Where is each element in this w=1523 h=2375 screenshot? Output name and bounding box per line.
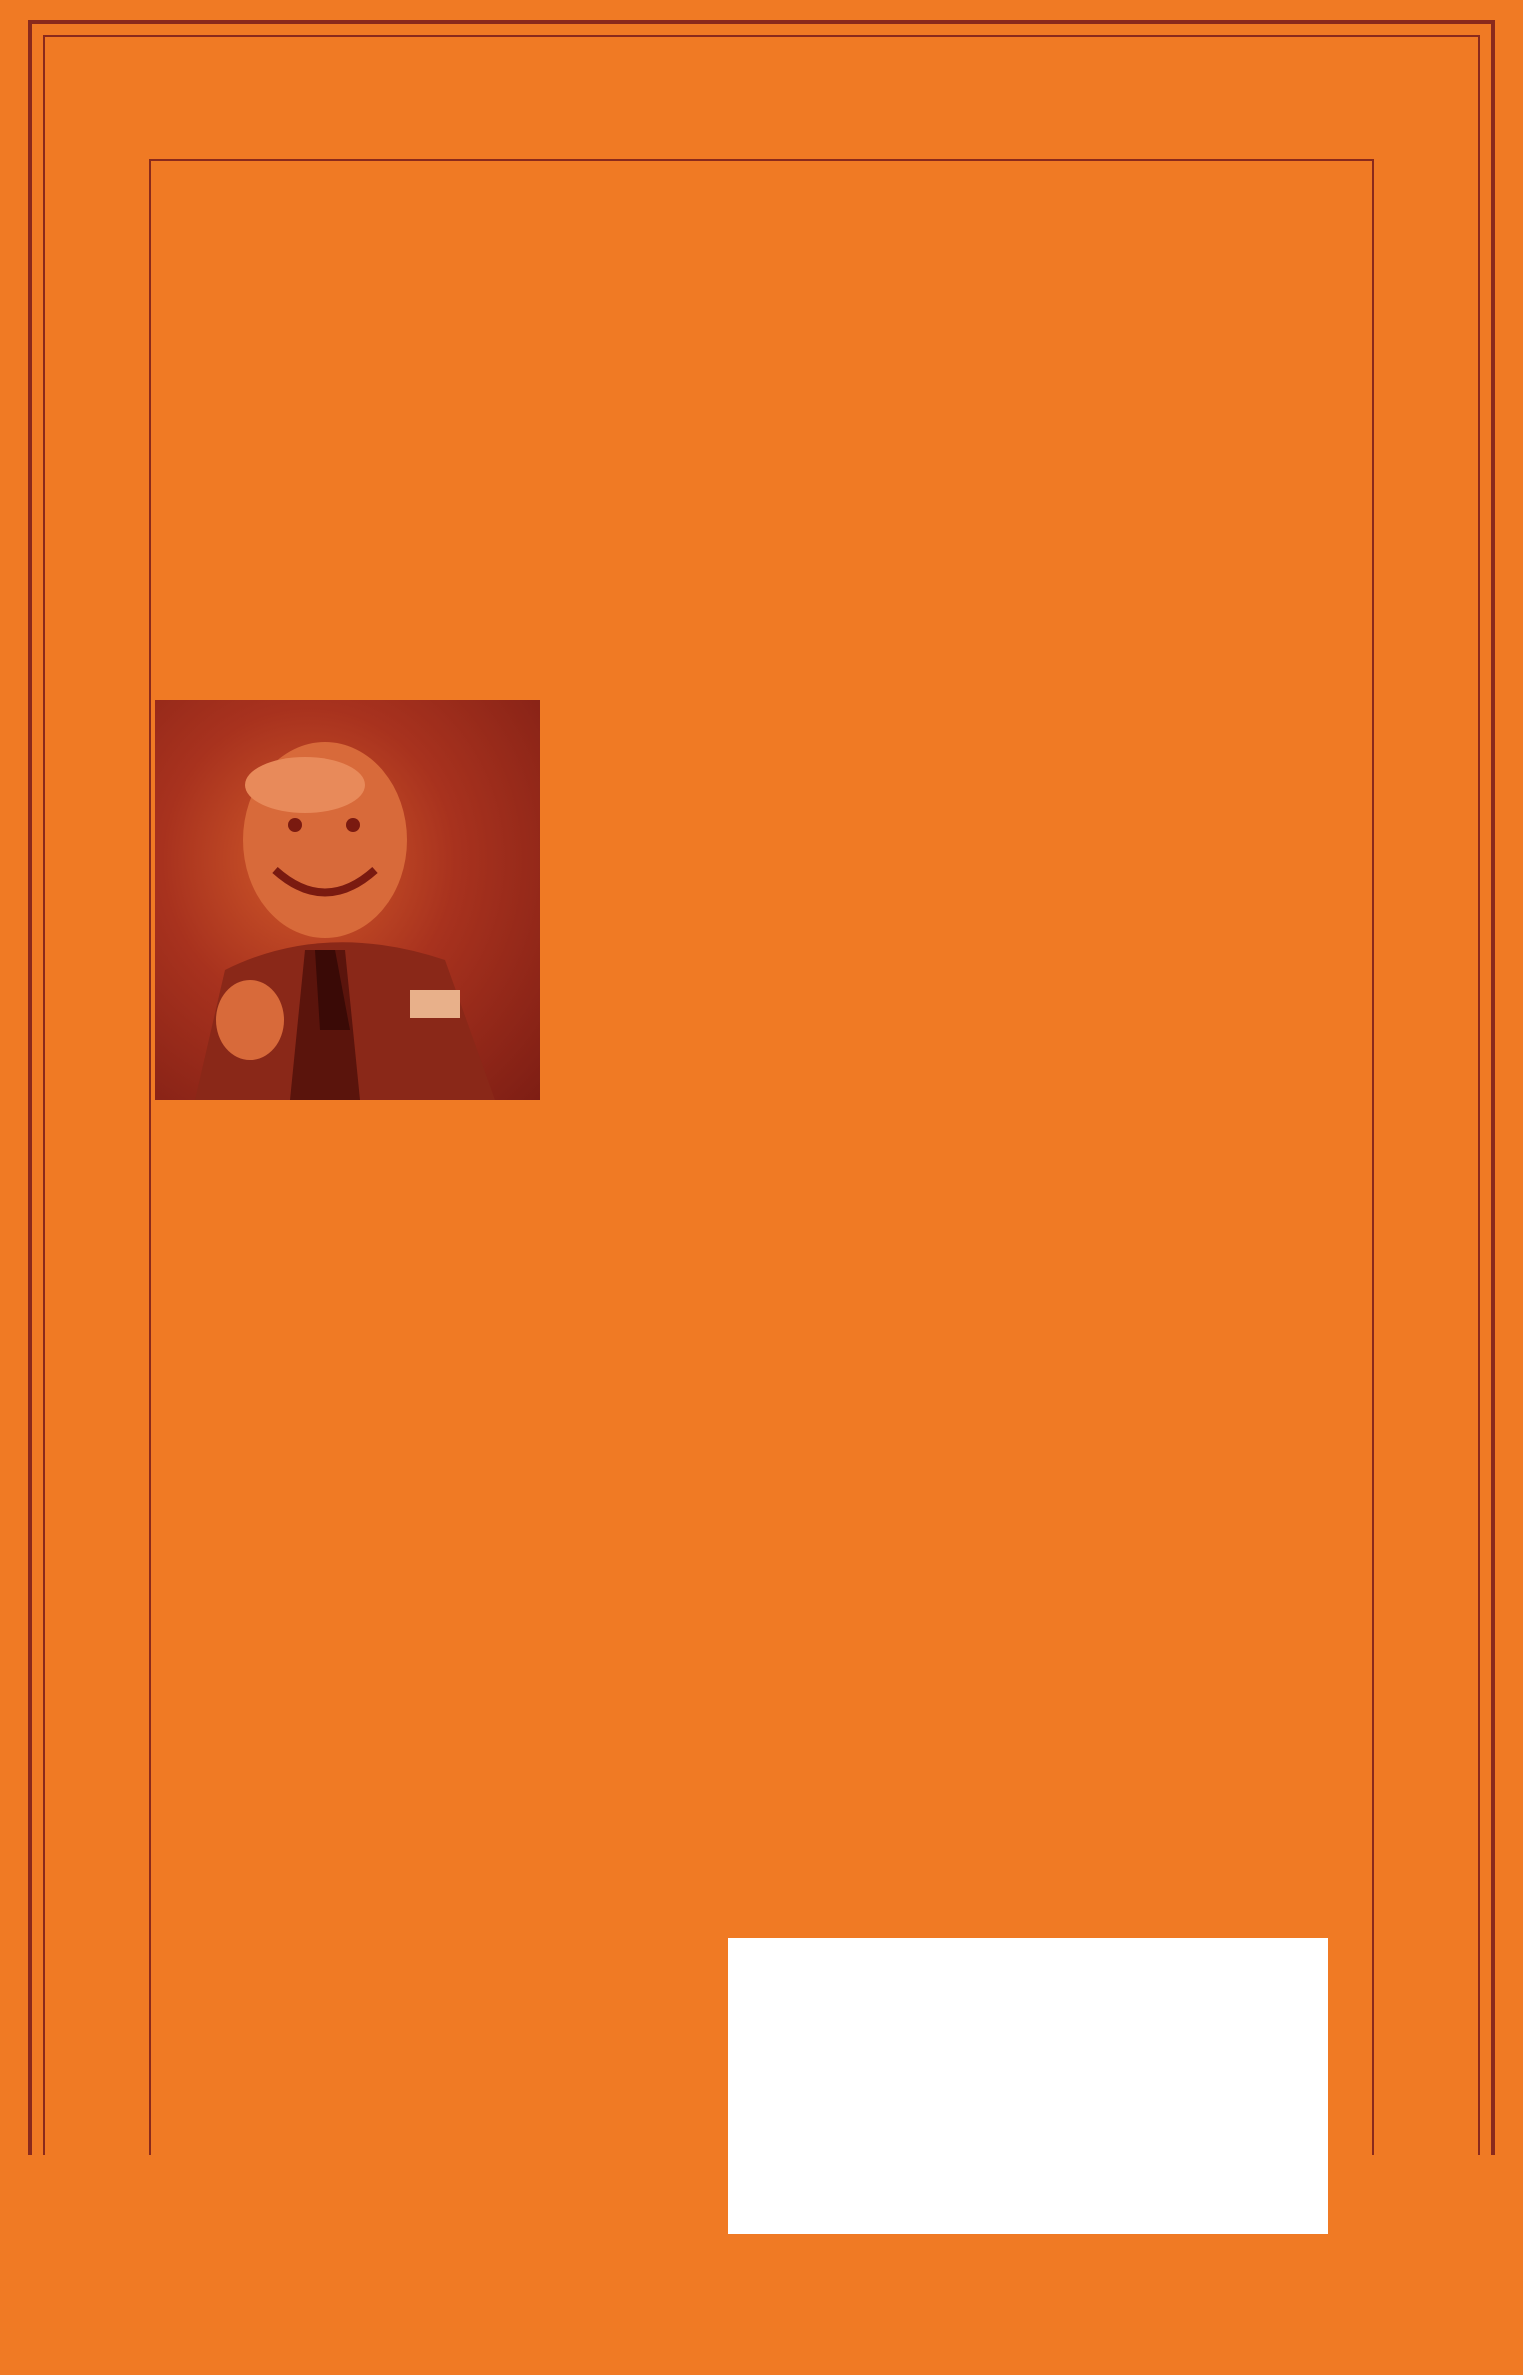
description-paragraph [165, 700, 1355, 1110]
photo-spacer [165, 700, 555, 1110]
barcode-bars [728, 1938, 1328, 2234]
barcode-box [728, 1938, 1328, 2234]
